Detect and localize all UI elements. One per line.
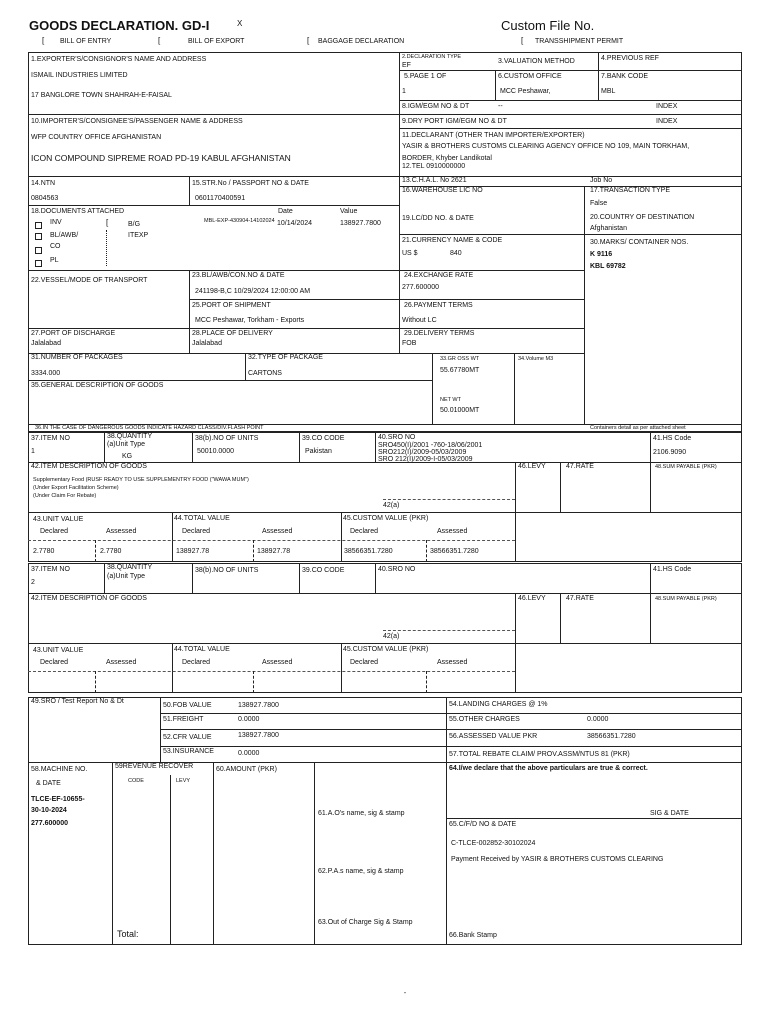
docs-value: 138927.7800	[340, 220, 381, 227]
item1-sro-3: SRO 212(I)/2009-I-05/03/2009	[378, 456, 473, 462]
item1-nou: 50010.0000	[197, 448, 234, 455]
doc-itexp: ITEXP	[128, 232, 149, 239]
item1-uv-label: 43.UNIT VALUE	[33, 516, 84, 523]
item2-unit-label: (a)Unit Type	[107, 573, 145, 580]
checkbox-co[interactable]	[35, 247, 42, 254]
amount-label: 60.AMOUNT (PKR)	[216, 766, 277, 773]
pkg-type-label: 32.TYPE OF PACKAGE	[248, 354, 323, 361]
importer-address: ICON COMPOUND SIPREME ROAD PD-19 KABUL AFGHANISTAN	[31, 153, 291, 163]
bracket-3: [	[307, 36, 310, 45]
item1-desc-3: (Under Claim For Rebate)	[33, 493, 97, 499]
item1-uv-assessed-h: Assessed	[106, 528, 137, 535]
machine-date: 30-10-2024	[31, 807, 67, 814]
item1-tv-declared: 138927.78	[176, 548, 210, 555]
transaction-value: False	[590, 200, 608, 207]
assessed-value: 38566351.7280	[587, 733, 636, 740]
currency-code: 840	[450, 250, 462, 257]
port-ship-value: MCC Peshawar, Torkham - Exports	[195, 317, 305, 324]
lc-label: 19.LC/DD NO. & DATE	[402, 215, 474, 222]
bracket-4: [	[521, 36, 524, 45]
gross-wt-label: 33.GR OSS WT	[440, 356, 480, 362]
machine-rate: 277.600000	[31, 820, 68, 827]
place-del-label: 28.PLACE OF DELIVERY	[192, 330, 273, 337]
checkbox-inv[interactable]	[35, 222, 42, 229]
item2-42a: 42(a)	[383, 633, 400, 640]
item1-co-label: 39.CO CODE	[302, 435, 345, 442]
revenue-levy: LEVY	[176, 778, 191, 784]
item1-hs-label: 41.HS Code	[653, 435, 692, 442]
freight-label: 51.FREIGHT	[163, 716, 204, 723]
item1-hs: 2106.9090	[653, 449, 687, 456]
currency-name: US $	[402, 250, 418, 257]
del-terms-label: 29.DELIVERY TERMS	[404, 330, 475, 337]
doc-bg: B/G	[128, 221, 141, 228]
checkbox-pl[interactable]	[35, 260, 42, 267]
checkbox-bl[interactable]	[35, 233, 42, 240]
item1-cv-assessed-h: Assessed	[437, 528, 468, 535]
page-title: GOODS DECLARATION. GD-I	[29, 18, 210, 33]
container-note: Containers detail as per attached sheet	[590, 425, 686, 431]
payment-value: Without LC	[402, 317, 437, 324]
item2-tv-label: 44.TOTAL VALUE	[174, 646, 230, 653]
declarant-tel: 12.TEL 0910000000	[402, 163, 466, 170]
item1-sro-2: SRO212(I)/2009-05/03/2009	[378, 449, 467, 456]
del-terms-value: FOB	[402, 340, 417, 347]
importer-label: 10.IMPORTER'S/CONSIGNEE'S/PASSENGER NAME & ADDRESS	[31, 118, 243, 125]
machine-date-label: & DATE	[36, 780, 61, 787]
item2-co-label: 39.CO CODE	[302, 567, 345, 574]
net-wt-value: 50.01000MT	[440, 407, 480, 414]
bank-code-label: 7.BANK CODE	[601, 73, 649, 80]
option-bill-of-export: BILL OF EXPORT	[188, 38, 245, 45]
item1-rate: 47.RATE	[566, 463, 594, 470]
option-baggage: BAGGAGE DECLARATION	[318, 38, 405, 45]
item1-desc-2: (Under Export Facilitation Scheme)	[33, 485, 119, 491]
dry-port-label: 9.DRY PORT IGM/EGM NO & DT	[402, 118, 507, 125]
totals-block	[28, 697, 742, 763]
dry-port-index: INDEX	[656, 118, 678, 125]
exchange-label: 24.EXCHANGE RATE	[404, 272, 474, 279]
payment-received: Payment Received by YASIR & BROTHERS CUSTOMS CLEARING	[451, 856, 664, 863]
payment-label: 26.PAYMENT TERMS	[404, 302, 473, 309]
revenue-label: 59REVENUE RECOVER	[115, 763, 194, 770]
item1-cv-declared-h: Declared	[350, 528, 379, 535]
bracket-2: [	[158, 36, 161, 45]
docs-ref: MBL-EXP-430904-14102024	[204, 218, 275, 224]
item1-tv-assessed: 138927.78	[257, 548, 291, 555]
ntn-label: 14.NTN	[31, 180, 56, 187]
igm-index: INDEX	[656, 103, 678, 110]
item2-cv-assessed-h: Assessed	[437, 659, 468, 666]
item1-sum: 48.SUM PAYABLE (PKR)	[655, 464, 717, 470]
packages-label: 31.NUMBER OF PACKAGES	[31, 354, 123, 361]
item1-cv-declared: 38566351.7280	[344, 548, 393, 555]
warehouse-label: 16.WAREHOUSE LIC NO	[402, 187, 483, 194]
doc-pl: PL	[50, 257, 59, 264]
valuation-label: 3.VALUATION METHOD	[498, 58, 575, 65]
other-value: 0.0000	[587, 716, 609, 723]
item1-levy: 46.LEVY	[518, 463, 546, 470]
doc-co: CO	[50, 243, 61, 250]
rebate-label: 57.TOTAL REBATE CLAIM/ PROV.ASSM/NTUS 81 (PKR)	[449, 751, 630, 758]
freight-value: 0.0000	[238, 716, 260, 723]
item1-co: Pakistan	[305, 448, 332, 455]
item1-42a: 42(a)	[383, 502, 400, 509]
port-ship-label: 25.PORT OF SHIPMENT	[192, 302, 271, 309]
item1-sro-1: SRO450(I)/2001 -760-18/06/2001	[378, 442, 483, 449]
custom-file-no: Custom File No.	[501, 18, 595, 33]
item1-tv-label: 44.TOTAL VALUE	[174, 515, 230, 522]
destination-label: 20.COUNTRY OF DESTINATION	[590, 214, 695, 221]
sig-date: SIG & DATE	[650, 810, 689, 817]
machine-no: TLCE-EF-10655-	[31, 796, 85, 803]
cfr-label: 52.CFR VALUE	[163, 734, 212, 741]
item2-levy: 46.LEVY	[518, 595, 546, 602]
docs-label: 18.DOCUMENTS ATTACHED	[31, 208, 125, 215]
currency-label: 21.CURRENCY NAME & CODE	[402, 237, 503, 244]
job-no: Job No	[590, 177, 613, 184]
item1-uv-declared: 2.7780	[33, 548, 55, 555]
item2-no: 2	[31, 579, 35, 586]
exporter-label: 1.EXPORTER'S/CONSIGNOR'S NAME AND ADDRESS	[31, 56, 207, 63]
item1-nou-label: 38(b).NO OF UNITS	[195, 435, 259, 442]
item2-cv-label: 45.CUSTOM VALUE (PKR)	[343, 646, 429, 653]
transaction-label: 17.TRANSACTION TYPE	[590, 187, 671, 194]
item2-hs-label: 41.HS Code	[653, 566, 692, 573]
item2-sum: 48.SUM PAYABLE (PKR)	[655, 596, 717, 602]
item2-desc-label: 42.ITEM DESCRIPTION OF GOODS	[31, 595, 147, 602]
declarant-label: 11.DECLARANT (OTHER THAN IMPORTER/EXPORTER)	[402, 132, 585, 139]
option-transship: TRANSSHIPMENT PERMIT	[535, 38, 624, 45]
exporter-name: ISMAIL INDUSTRIES LIMITED	[31, 72, 128, 79]
bl-value: 241198-B,C 10/29/2024 12:00:00 AM	[195, 288, 311, 295]
declaration-text: 64.I/we declare that the above particulars are true & correct.	[449, 765, 648, 772]
item1-desc-label: 42.ITEM DESCRIPTION OF GOODS	[31, 463, 147, 470]
cfr-value: 138927.7800	[238, 732, 279, 739]
pa-label: 62.P.A.s name, sig & stamp	[318, 868, 404, 875]
item1-unit: KG	[122, 453, 133, 460]
declarant-line1: YASIR & BROTHERS CUSTOMS CLEARING AGENCY OFFICE NO 109, MAIN TORKHAM,	[402, 143, 690, 150]
item2-uv-assessed-h: Assessed	[106, 659, 137, 666]
page-label: 5.PAGE 1 OF	[404, 73, 447, 80]
item-2-block	[28, 563, 742, 693]
assessed-label: 56.ASSESSED VALUE PKR	[449, 733, 538, 740]
landing-label: 54.LANDING CHARGES @ 1%	[449, 701, 548, 708]
machine-label: 58.MACHINE NO.	[31, 766, 88, 773]
volume-label: 34.Volume M3	[518, 356, 554, 362]
ooc-label: 63.Out of Charge Sig & Stamp	[318, 919, 413, 926]
page-value: 1	[402, 88, 406, 95]
option-bill-of-entry: BILL OF ENTRY	[60, 38, 112, 45]
exporter-address: 17 BANGLORE TOWN SHAHRAH-E-FAISAL	[31, 92, 172, 99]
cfd-value: C-TLCE-002852-30102024	[451, 840, 536, 847]
item2-uv-label: 43.UNIT VALUE	[33, 647, 84, 654]
item1-cv-assessed: 38566351.7280	[430, 548, 479, 555]
insurance-label: 53.INSURANCE	[163, 748, 214, 755]
str-value: 0601170400591	[195, 195, 246, 202]
item1-no: 1	[31, 448, 35, 455]
item2-nou-label: 38(b).NO OF UNITS	[195, 567, 259, 574]
bank-code-value: MBL	[601, 88, 616, 95]
item1-uv-assessed: 2.7780	[100, 548, 122, 555]
doc-bl: BL/AWB/	[50, 232, 79, 239]
ao-label: 61.A.O's name, sig & stamp	[318, 810, 405, 817]
packages-value: 3334.000	[31, 370, 61, 377]
doc-inv: INV	[50, 219, 62, 226]
place-del-value: Jalalabad	[192, 340, 222, 347]
item1-no-label: 37.ITEM NO	[31, 435, 70, 442]
dangerous-label: 36.IN THE CASE OF DANGEROUS GOODS INDICATE HAZARD CLASS/DIV.FLASH POINT	[35, 425, 264, 431]
net-wt-label: NET WT	[440, 397, 461, 403]
other-label: 55.OTHER CHARGES	[449, 716, 520, 723]
gen-desc-label: 35.GENERAL DESCRIPTION OF GOODS	[31, 382, 164, 389]
igm-label: 8.IGM/EGM NO & DT	[402, 103, 470, 110]
item2-tv-declared-h: Declared	[182, 659, 211, 666]
igm-value: --	[498, 103, 503, 110]
total-label: Total:	[117, 929, 139, 939]
sro-test-label: 49.SRO / Test Report No & Dt	[31, 698, 124, 705]
docs-date: 10/14/2024	[277, 220, 313, 227]
decl-type-value: EF	[402, 62, 411, 69]
item1-uv-declared-h: Declared	[40, 528, 69, 535]
item2-qty-label: 38.QUANTITY	[107, 564, 153, 571]
bl-label: 23.BL/AWB/CON.NO & DATE	[192, 272, 285, 279]
vessel-label: 22.VESSEL/MODE OF TRANSPORT	[31, 277, 148, 284]
item1-unit-label: (a)Unit Type	[107, 441, 145, 448]
item2-rate: 47.RATE	[566, 595, 594, 602]
pkg-type-value: CARTONS	[248, 370, 282, 377]
cfd-label: 65.C/F/D NO & DATE	[449, 821, 517, 828]
decl-type-label: 2.DECLARATION TYPE	[402, 54, 462, 60]
bracket-1: [	[42, 36, 45, 45]
item2-tv-assessed-h: Assessed	[262, 659, 293, 666]
revenue-code: CODE	[128, 778, 144, 784]
item1-tv-declared-h: Declared	[182, 528, 211, 535]
custom-office-value: MCC Peshawar,	[500, 88, 551, 95]
destination-value: Afghanistan	[590, 225, 627, 232]
marks-value-2: KBL 69782	[590, 263, 626, 270]
x-mark: X	[237, 19, 243, 28]
docs-date-header: Date	[278, 208, 293, 215]
item1-sro-label: 40.SRO NO	[378, 434, 416, 441]
item1-cv-label: 45.CUSTOM VALUE (PKR)	[343, 515, 429, 522]
item2-no-label: 37.ITEM NO	[31, 566, 70, 573]
declarant-line2: BORDER, Khyber Landikotal	[402, 155, 492, 162]
item2-cv-declared-h: Declared	[350, 659, 379, 666]
fob-value: 138927.7800	[238, 702, 279, 709]
item2-uv-declared-h: Declared	[40, 659, 69, 666]
item1-tv-assessed-h: Assessed	[262, 528, 293, 535]
gross-wt-value: 55.67780MT	[440, 367, 480, 374]
insurance-value: 0.0000	[238, 750, 260, 757]
item2-sro-label: 40.SRO NO	[378, 566, 416, 573]
marks-value-1: K 9116	[590, 251, 613, 258]
fob-label: 50.FOB VALUE	[163, 702, 212, 709]
prev-ref-label: 4.PREVIOUS REF	[601, 55, 659, 62]
chal-label: 13.C.H.A.L. No 2621	[402, 177, 467, 184]
item1-desc-1: Supplementary Food (RUSF READY TO USE SUPPLEMENTRY FOOD ("WAWA MUM")	[33, 477, 249, 483]
exchange-value: 277.600000	[402, 284, 439, 291]
page-mark: "	[404, 992, 406, 998]
importer-name: WFP COUNTRY OFFICE AFGHANISTAN	[31, 134, 162, 141]
ntn-value: 0804563	[31, 195, 59, 202]
docs-value-header: Value	[340, 208, 358, 215]
str-label: 15.STR.No / PASSPORT NO & DATE	[192, 180, 309, 187]
port-dis-label: 27.PORT OF DISCHARGE	[31, 330, 116, 337]
item1-qty-label: 38.QUANTITY	[107, 433, 153, 440]
footer-block	[28, 762, 742, 945]
custom-office-label: 6.CUSTOM OFFICE	[498, 73, 562, 80]
bracket-bg: [	[106, 218, 109, 227]
bank-stamp: 66.Bank Stamp	[449, 932, 497, 939]
port-dis-value: Jalalabad	[31, 340, 61, 347]
marks-label: 30.MARKS/ CONTAINER NOS.	[590, 239, 689, 246]
